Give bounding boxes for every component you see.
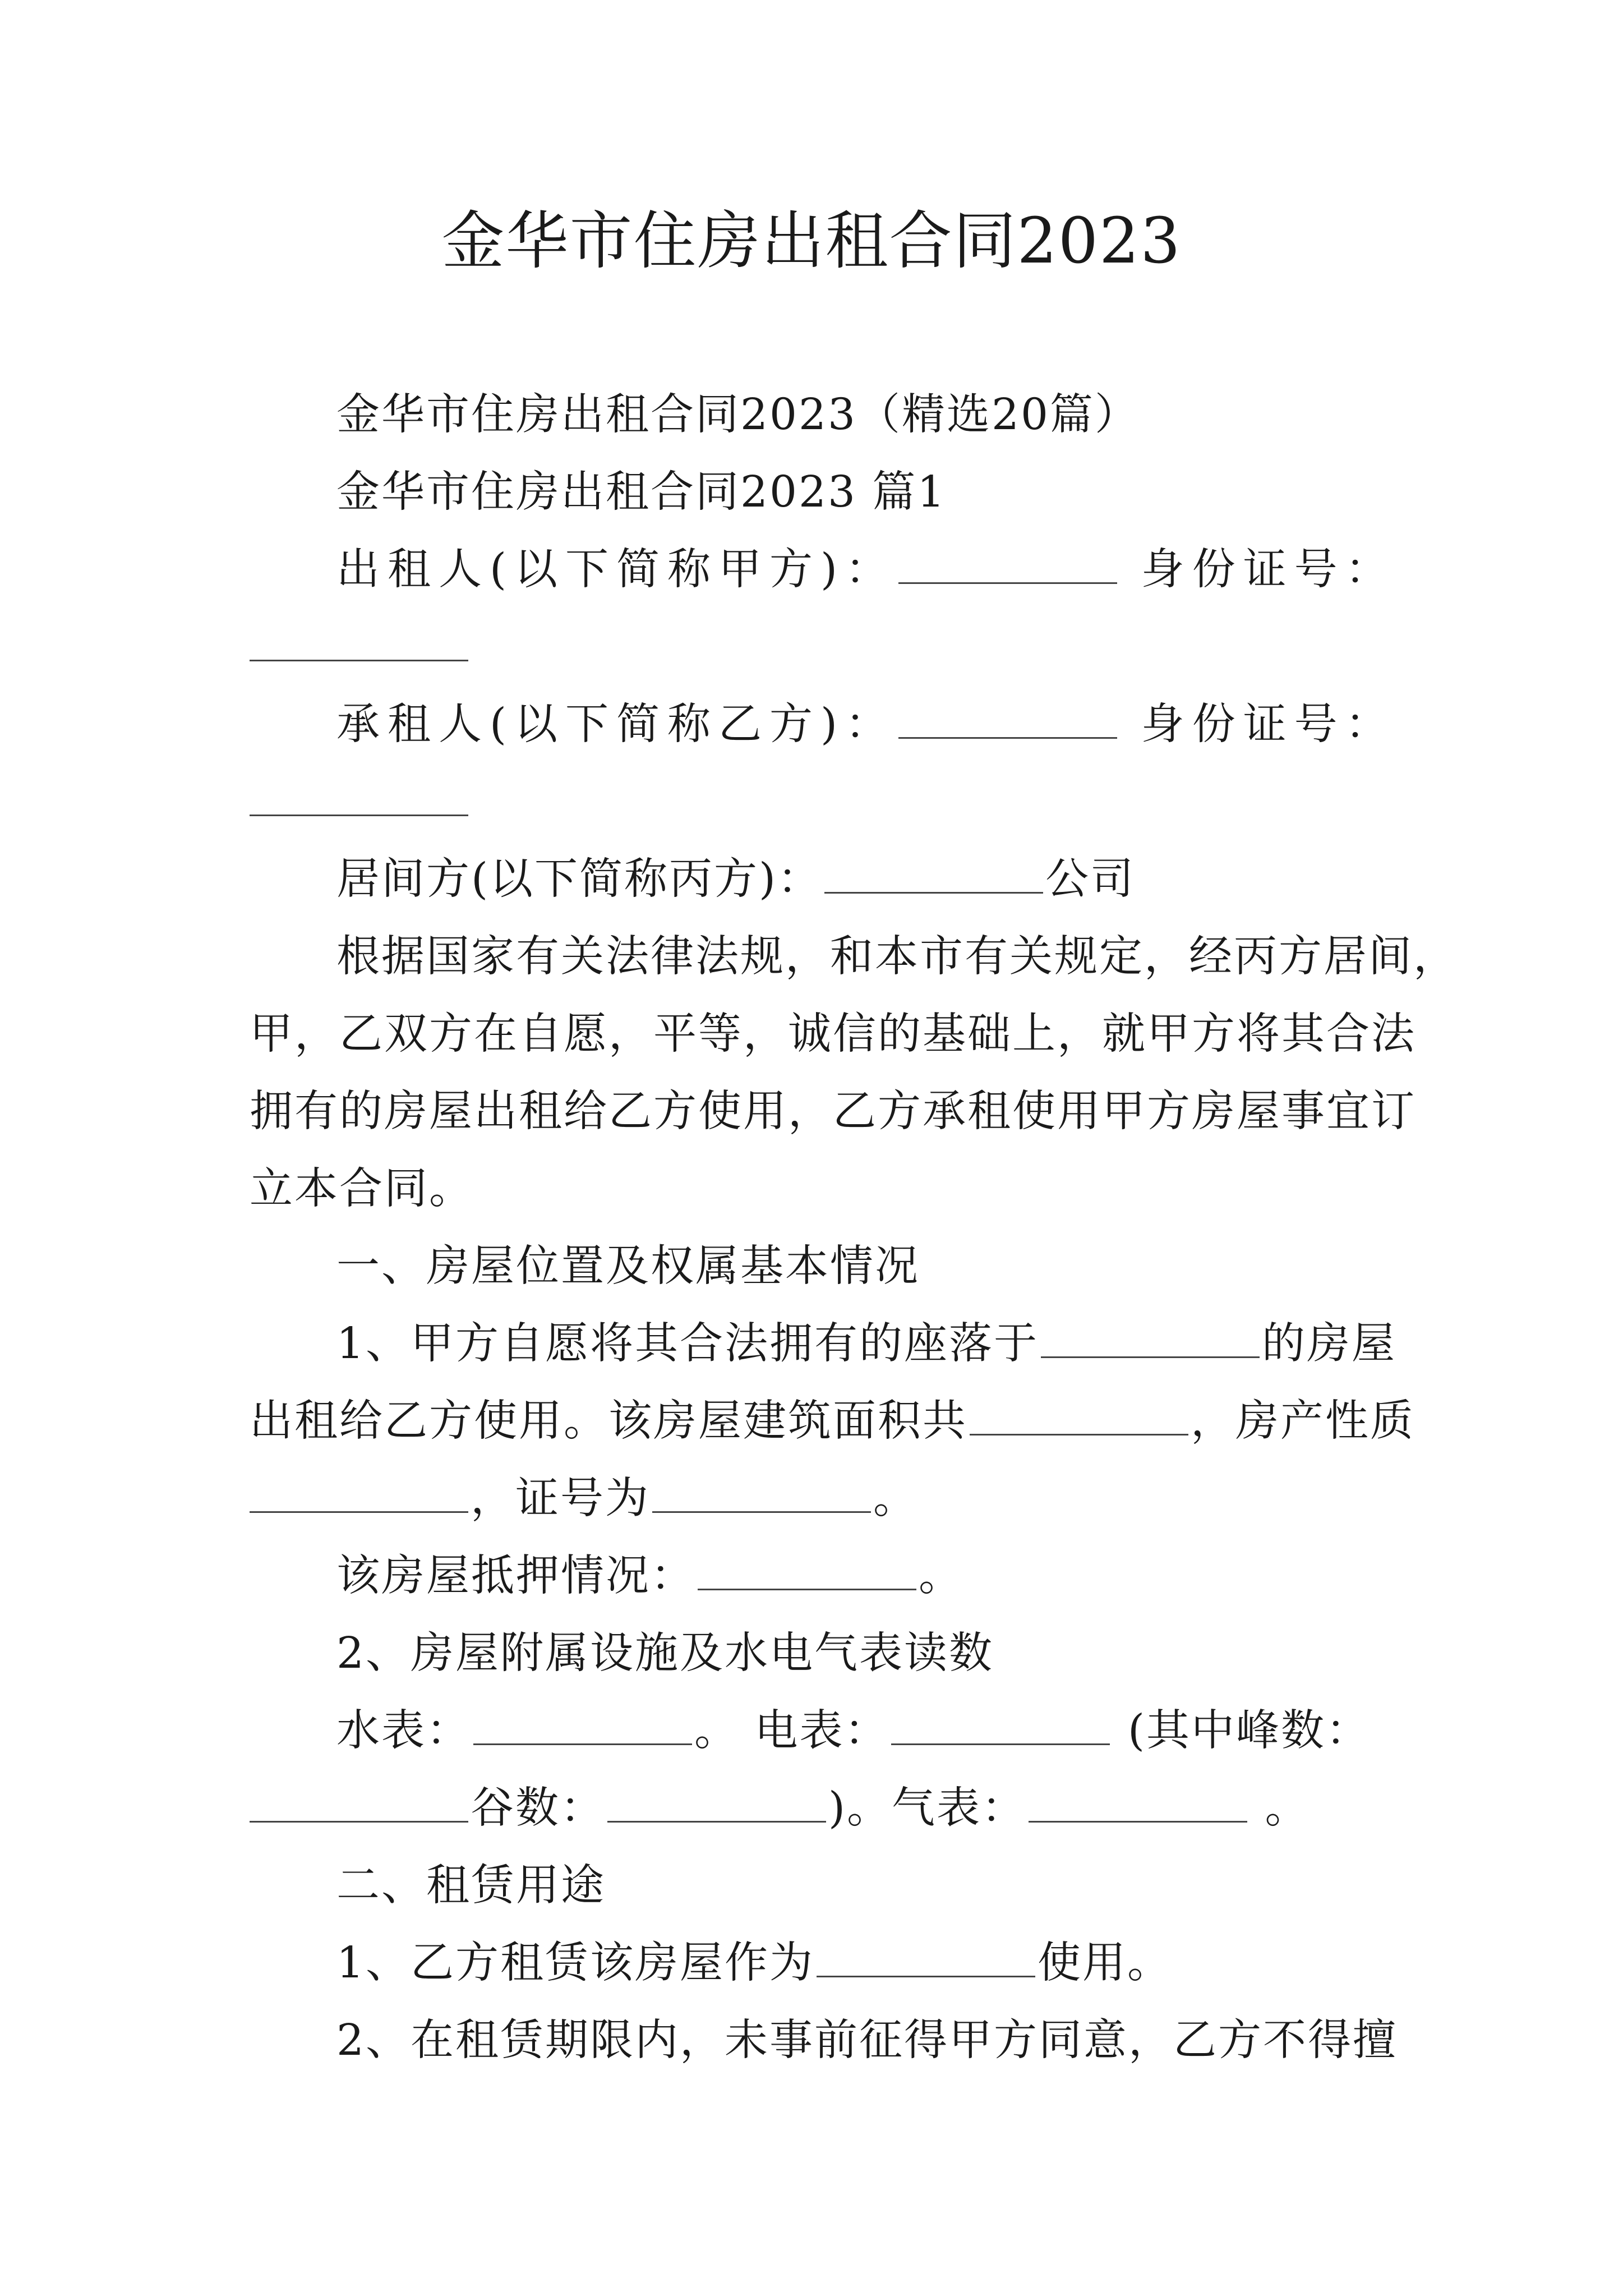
water-end: 。 xyxy=(694,1706,739,1756)
electric-blank xyxy=(891,1703,1110,1745)
document-subtitle: 金华市住房出租合同2023（精选20篇） xyxy=(336,390,1140,440)
location-blank xyxy=(1041,1316,1260,1358)
lessee-id-line xyxy=(250,774,1388,830)
valley-blank xyxy=(607,1780,826,1823)
meter-line-1 xyxy=(336,1703,1388,1759)
section1-item1-line3 xyxy=(250,1471,1388,1527)
intermediary-blank xyxy=(824,852,1043,894)
section1-item1-line1 xyxy=(336,1316,1396,1372)
certificate-blank xyxy=(652,1471,871,1513)
lessor-id-line xyxy=(250,619,1388,675)
lessor-name-blank xyxy=(898,542,1117,584)
section2-item1-b: 使用。 xyxy=(1038,1938,1172,1988)
water-label: 水表： xyxy=(336,1706,471,1756)
item1-text-f: 。 xyxy=(873,1474,918,1524)
lessor-id-label: 身份证号： xyxy=(1141,545,1396,595)
mortgage-end: 。 xyxy=(919,1551,963,1601)
mortgage-label: 该房屋抵押情况： xyxy=(336,1551,695,1601)
valley-label: 谷数： xyxy=(471,1783,605,1833)
electric-label: 电表： xyxy=(754,1706,889,1756)
intro-line-2: 甲，乙双方在自愿，平等，诚信的基础上，就甲方将其合法 xyxy=(250,1009,1416,1059)
item1-text-c: 出租给乙方使用。该房屋建筑面积共 xyxy=(250,1396,967,1446)
property-nature-blank xyxy=(250,1471,468,1513)
mortgage-blank xyxy=(698,1548,916,1590)
section1-item2: 2、房屋附属设施及水电气表读数 xyxy=(336,1628,994,1678)
peak-label: (其中峰数： xyxy=(1127,1706,1371,1756)
lessor-label: 出租人(以下简称甲方)： xyxy=(336,545,897,595)
section2-item2: 2、在租赁期限内，未事前征得甲方同意，乙方不得擅 xyxy=(336,2016,1398,2065)
section2-heading: 二、租赁用途 xyxy=(336,1861,606,1911)
usage-blank xyxy=(817,1935,1035,1977)
item1-text-b: 的房屋 xyxy=(1262,1319,1396,1369)
intro-line-4: 立本合同。 xyxy=(250,1164,474,1214)
section2-item1 xyxy=(336,1935,1388,1991)
item1-text-a: 1、甲方自愿将其合法拥有的座落于 xyxy=(336,1319,1039,1369)
document-title: 金华市住房出租合同2023 xyxy=(441,205,1182,278)
lessee-id-label: 身份证号： xyxy=(1141,700,1396,749)
intermediary-label: 居间方(以下简称丙方)： xyxy=(336,854,823,904)
section1-item1-line2 xyxy=(250,1393,1415,1450)
lessor-id-blank xyxy=(250,619,468,661)
section-heading: 金华市住房出租合同2023 篇1 xyxy=(336,467,947,517)
gas-label: )。气表： xyxy=(828,1783,1027,1833)
gas-end: 。 xyxy=(1265,1783,1310,1833)
peak-blank xyxy=(250,1780,468,1823)
lessor-line xyxy=(336,542,1396,598)
lessee-label: 承租人(以下简称乙方)： xyxy=(336,700,897,749)
lessee-line xyxy=(336,697,1396,753)
intermediary-suffix: 公司 xyxy=(1045,854,1136,904)
item1-text-d: ，房产性质 xyxy=(1191,1396,1415,1446)
lessee-id-blank xyxy=(250,774,468,816)
intro-line-3: 拥有的房屋出租给乙方使用，乙方承租使用甲方房屋事宜订 xyxy=(250,1087,1416,1137)
area-blank xyxy=(970,1393,1188,1435)
meter-line-2 xyxy=(250,1780,1388,1837)
mortgage-line xyxy=(336,1548,1388,1604)
lessee-name-blank xyxy=(898,697,1117,739)
section2-item1-a: 1、乙方租赁该房屋作为 xyxy=(336,1938,814,1988)
intermediary-line xyxy=(336,852,1388,908)
section1-heading: 一、房屋位置及权属基本情况 xyxy=(336,1241,920,1291)
gas-blank xyxy=(1029,1780,1247,1823)
intro-line-1: 根据国家有关法律法规，和本市有关规定，经丙方居间， xyxy=(336,932,1458,982)
water-blank xyxy=(473,1703,692,1745)
item1-text-e: ，证号为 xyxy=(471,1474,650,1524)
